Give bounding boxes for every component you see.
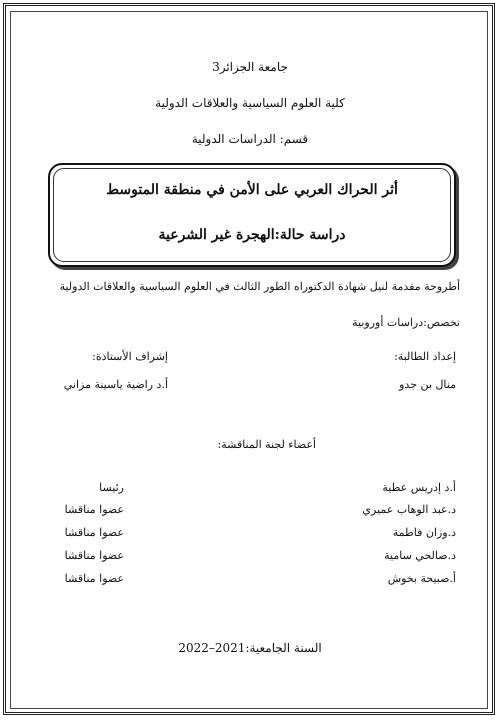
committee-member-role: عضوا مناقشا [64, 526, 124, 539]
thesis-description: أطروحة مقدمة لنيل شهادة الدكتوراه الطور الثالث في العلوم السياسية والعلاقات الدولية [59, 280, 460, 293]
thesis-title: أثر الحراك العربي على الأمن في منطقة المتوسط [106, 182, 398, 198]
supervisor-label: إشراف الأستاذة: [92, 350, 168, 363]
university-name: جامعة الجزائر3 [212, 60, 288, 74]
committee-member-name: أ.صبيحة بخوش [387, 572, 456, 585]
committee-member-role: عضوا مناقشا [64, 572, 124, 585]
specialization: تخصص:دراسات أوروبية [352, 316, 460, 329]
student-label: إعداد الطالبة: [394, 350, 456, 363]
supervisor-name: أ.د راضية ياسينة مزاني [63, 378, 168, 391]
faculty-name: كلية العلوم السياسية والعلاقات الدولية [155, 96, 345, 110]
committee-member-name: د.صالحي سامية [384, 549, 456, 562]
committee-label: أعضاء لجنة المناقشة: [217, 438, 316, 451]
student-name: منال بن جدو [399, 378, 456, 391]
title-box [48, 163, 456, 267]
committee-member-role: عضوا مناقشا [64, 549, 124, 562]
committee-member-role: عضوا مناقشا [64, 503, 124, 516]
committee-member-name: د.وزان فاطمة [392, 526, 456, 539]
academic-year: السنة الجامعية:2021–2022 [178, 641, 322, 655]
committee-member-role: رئيسا [99, 481, 124, 494]
case-study-title: دراسة حالة:الهجرة غير الشرعية [158, 227, 346, 243]
committee-member-name: د.عبد الوهاب عميري [362, 503, 456, 516]
department-name: قسم: الدراسات الدولية [191, 132, 309, 146]
committee-member-name: أ.د إدريس عطية [382, 481, 456, 494]
